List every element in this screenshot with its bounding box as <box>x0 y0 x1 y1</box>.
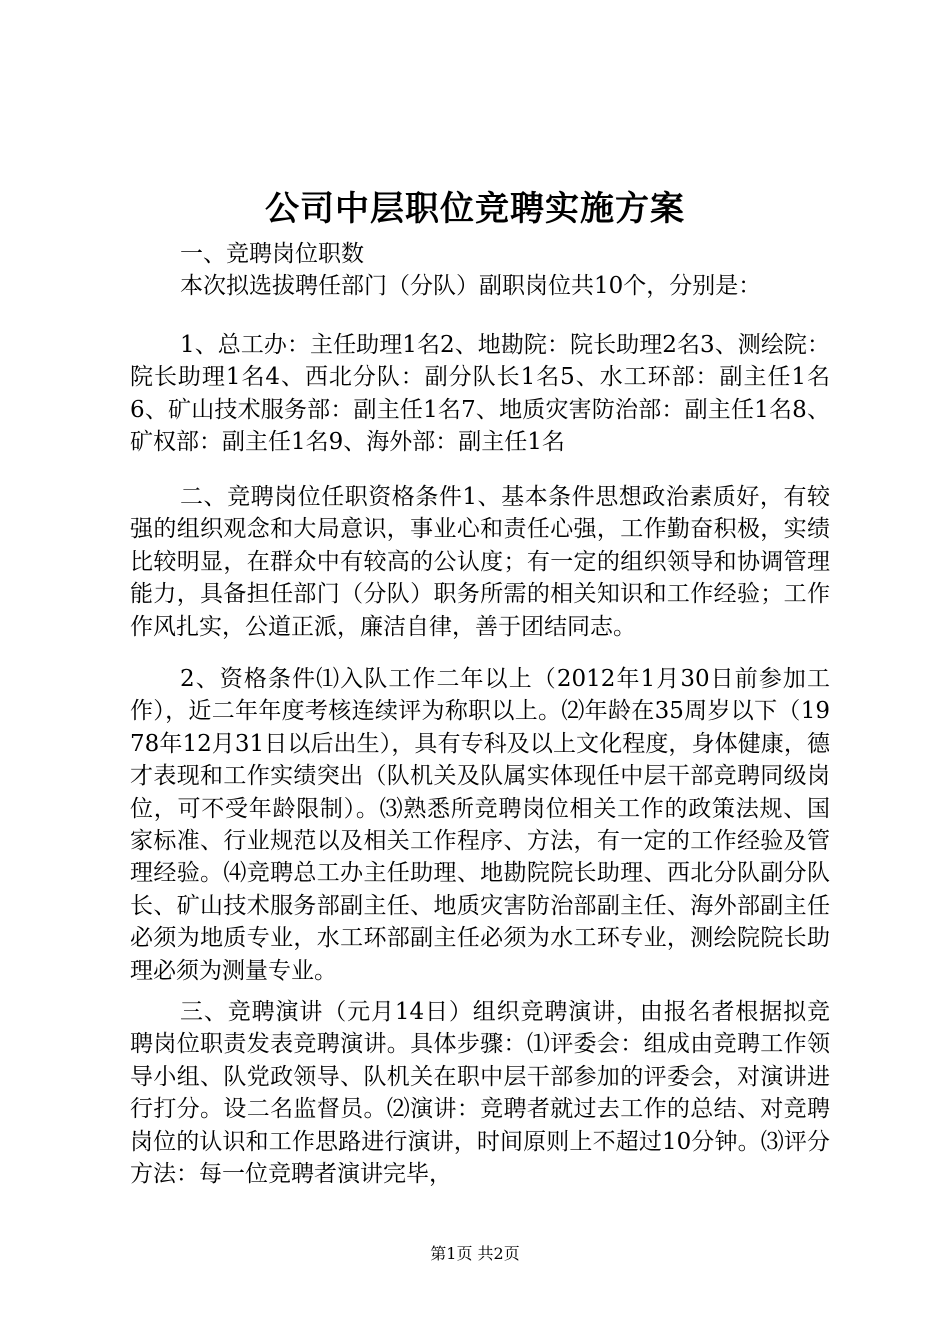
paragraph-position-list: 1、总工办：主任助理1名2、地勘院：院长助理2名3、测绘院：院长助理1名4、西北分队：副分队长1名5、水工环部：副主任1名6、矿山技术服务部：副主任1名7、地质灾害防治部：副主任1名8、矿权部：副主任1名9、海外部：副主任1名 <box>130 332 830 456</box>
paragraph-qualifications: 二、竞聘岗位任职资格条件1、基本条件思想政治素质好，有较强的组织观念和大局意识，事业心和责任心强，工作勤奋积极，实绩比较明显，在群众中有较高的公认度；有一定的组织领导和协调管理能力，具备担任部门（分队）职务所需的相关知识和工作经验；工作作风扎实，公道正派，廉洁自律，善于团结同志。 <box>130 484 830 640</box>
paragraph-speech: 三、竞聘演讲（元月14日）组织竞聘演讲，由报名者根据拟竞聘岗位职责发表竞聘演讲。具体步骤：⑴评委会：组成由竞聘工作领导小组、队党政领导、队机关在职中层干部参加的评委会，对演讲进行打分。设二名监督员。⑵演讲：竞聘者就过去工作的总结、对竞聘岗位的认识和工作思路进行演讲，时间原则上不超过10分钟。⑶评分方法：每一位竞聘者演讲完毕， <box>130 999 830 1188</box>
page-indicator: 第1页 共2页 <box>430 1244 520 1263</box>
intro-paragraph: 本次拟选拔聘任部门（分队）副职岗位共10个，分别是： <box>180 273 762 299</box>
document-title: 公司中层职位竞聘实施方案 <box>265 189 685 229</box>
paragraph-eligibility: 2、资格条件⑴入队工作二年以上（2012年1月30日前参加工作），近二年年度考核连续评为称职以上。⑵年龄在35周岁以下（1978年12月31日以后出生），具有专科及以上文化程度，身体健康，德才表现和工作实绩突出（队机关及队属实体现任中层干部竞聘同级岗位，可不受年龄限制）。⑶熟悉所竞聘岗位相关工作的政策法规、国家标准、行业规范以及相关工作程序、方法，有一定的工作经验及管理经验。⑷竞聘总工办主任助理、地勘院院长助理、西北分队副分队长、矿山技术服务部副主任、地质灾害防治部副主任、海外部副主任必须为地质专业，水工环部副主任必须为水工环专业，测绘院院长助理必须为测量专业。 <box>130 666 830 984</box>
section-heading-positions: 一、竞聘岗位职数 <box>180 241 364 267</box>
